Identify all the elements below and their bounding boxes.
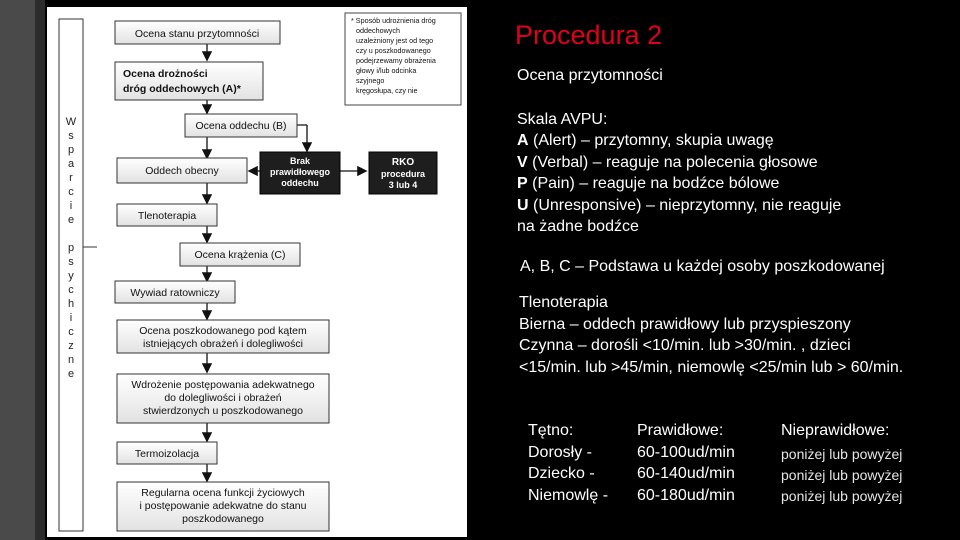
subtitle: Ocena przytomności <box>517 67 663 84</box>
left-dark-band <box>35 0 45 540</box>
side-letter: a <box>67 158 75 170</box>
pulse-abnormal: poniżej lub powyżej <box>781 488 903 504</box>
flowchart-svg <box>47 7 467 537</box>
side-letter: i <box>69 200 73 212</box>
box-text: do dolegliwości i obrażeń <box>164 392 282 404</box>
footnote-line: * Sposób udrożnienia dróg <box>351 16 436 25</box>
box-airway <box>115 62 263 100</box>
box-text: Brak <box>289 156 311 166</box>
pulse-abnormal: poniżej lub powyżej <box>781 467 903 483</box>
box-text: istniejących obrażeń i dolegliwości <box>143 338 303 350</box>
box-text: 3 lub 4 <box>388 180 418 190</box>
box-no-breath <box>260 152 340 194</box>
oxygen-line: <15/min. lub >45/min, niemowlę <25/min lub > 60/min. <box>519 359 904 376</box>
box-interview <box>115 281 235 303</box>
side-letter: s <box>68 256 74 268</box>
side-letter: c <box>68 326 74 338</box>
side-letter: r <box>69 172 73 184</box>
avpu-item: P (Pain) – reaguje na bodźce bólowe <box>517 175 780 192</box>
box-text: oddechu <box>281 178 319 188</box>
avpu-continuation: na żadne bodźce <box>517 218 639 235</box>
footnote-line: czy u poszkodowanego <box>356 46 431 55</box>
side-letter: W <box>65 116 77 128</box>
box-breath-present <box>117 158 247 183</box>
pulse-label: Dziecko - <box>528 465 595 482</box>
abc-line: A, B, C – Podstawa u każdej osoby poszkodowanej <box>520 258 885 275</box>
box-treatment <box>117 374 329 423</box>
side-letter: i <box>69 312 73 324</box>
box-oxygen <box>117 204 217 226</box>
footnote-line: szyjnego <box>356 76 385 85</box>
side-letter: n <box>67 354 75 366</box>
side-letter: y <box>68 270 74 282</box>
side-letter: z <box>68 340 74 352</box>
side-letter: p <box>67 144 75 156</box>
pulse-abnormal: poniżej lub powyżej <box>781 446 903 462</box>
box-text: stwierdzonych u poszkodowanego <box>143 405 303 417</box>
side-letter: e <box>67 368 75 380</box>
slide-title: Procedura 2 <box>515 20 663 50</box>
footnote-box <box>345 13 461 105</box>
box-breathing <box>185 114 297 137</box>
side-letter: e <box>67 214 75 226</box>
box-text: Tlenoterapia <box>137 210 197 222</box>
box-text: Ocena drożności <box>123 68 208 80</box>
footnote-line: podejrzewamy obrażenia <box>356 56 436 65</box>
box-text: Ocena oddechu (B) <box>195 120 287 132</box>
pulse-abnormal-header: Nieprawidłowe: <box>781 422 890 439</box>
side-letter: c <box>68 284 74 296</box>
box-text: Wdrożenie postępowania adekwatnego <box>131 379 315 391</box>
flowchart-panel <box>47 7 467 537</box>
box-text: Termoizolacja <box>134 448 200 460</box>
oxygen-line: Czynna – dorośli <10/min. lub >30/min. , dzieci <box>519 337 851 354</box>
oxygen-line: Tlenoterapia <box>519 294 608 311</box>
side-letter: s <box>68 130 74 142</box>
side-letter: c <box>68 186 74 198</box>
box-thermal <box>117 442 217 464</box>
box-cpr <box>369 152 437 194</box>
avpu-item: A (Alert) – przytomny, skupia uwagę <box>517 132 774 149</box>
box-text: prawidłowego <box>269 167 331 177</box>
pulse-label: Tętno: <box>528 422 574 439</box>
box-text: Oddech obecny <box>145 165 219 177</box>
footnote-line: głowy i/lub odcinka <box>356 66 417 75</box>
avpu-item: U (Unresponsive) – nieprzytomny, nie reaguje <box>517 197 842 214</box>
box-monitoring <box>117 482 329 531</box>
box-text: Ocena stanu przytomności <box>134 28 260 40</box>
side-letter: p <box>67 242 75 254</box>
box-text: Ocena krążenia (C) <box>194 249 286 261</box>
pulse-normal: 60-140ud/min <box>637 465 735 482</box>
oxygen-line: Bierna – oddech prawidłowy lub przyspieszony <box>519 316 851 333</box>
box-text: poszkodowanego <box>182 513 264 525</box>
pulse-normal: 60-180ud/min <box>637 487 735 504</box>
box-circulation <box>180 243 300 266</box>
box-text: i postępowanie adekwatne do stanu <box>139 500 307 512</box>
footnote-line: kręgosłupa, czy nie <box>356 86 418 95</box>
side-letter: h <box>67 298 75 310</box>
pulse-label: Dorosły - <box>528 444 593 461</box>
avpu-item: V (Verbal) – reaguje na polecenia głosowe <box>517 154 818 171</box>
box-consciousness <box>115 21 280 44</box>
box-text: Wywiad ratowniczy <box>130 287 220 299</box>
box-text: dróg oddechowych (A)* <box>123 83 241 95</box>
pulse-normal: 60-100ud/min <box>637 444 735 461</box>
pulse-label: Niemowlę - <box>528 487 609 504</box>
pulse-normal: Prawidłowe: <box>637 422 724 439</box>
box-text: Ocena poszkodowanego pod kątem <box>139 325 307 337</box>
box-text: RKO <box>391 157 415 168</box>
left-sidebar-band <box>0 0 35 540</box>
avpu-heading: Skala AVPU: <box>517 111 608 128</box>
footnote-line: uzależniony jest od tego <box>356 36 434 45</box>
footnote-line: oddechowych <box>356 26 400 35</box>
box-text: Regularna ocena funkcji życiowych <box>141 487 305 499</box>
box-assessment <box>117 320 329 353</box>
box-text: procedura <box>380 169 426 179</box>
